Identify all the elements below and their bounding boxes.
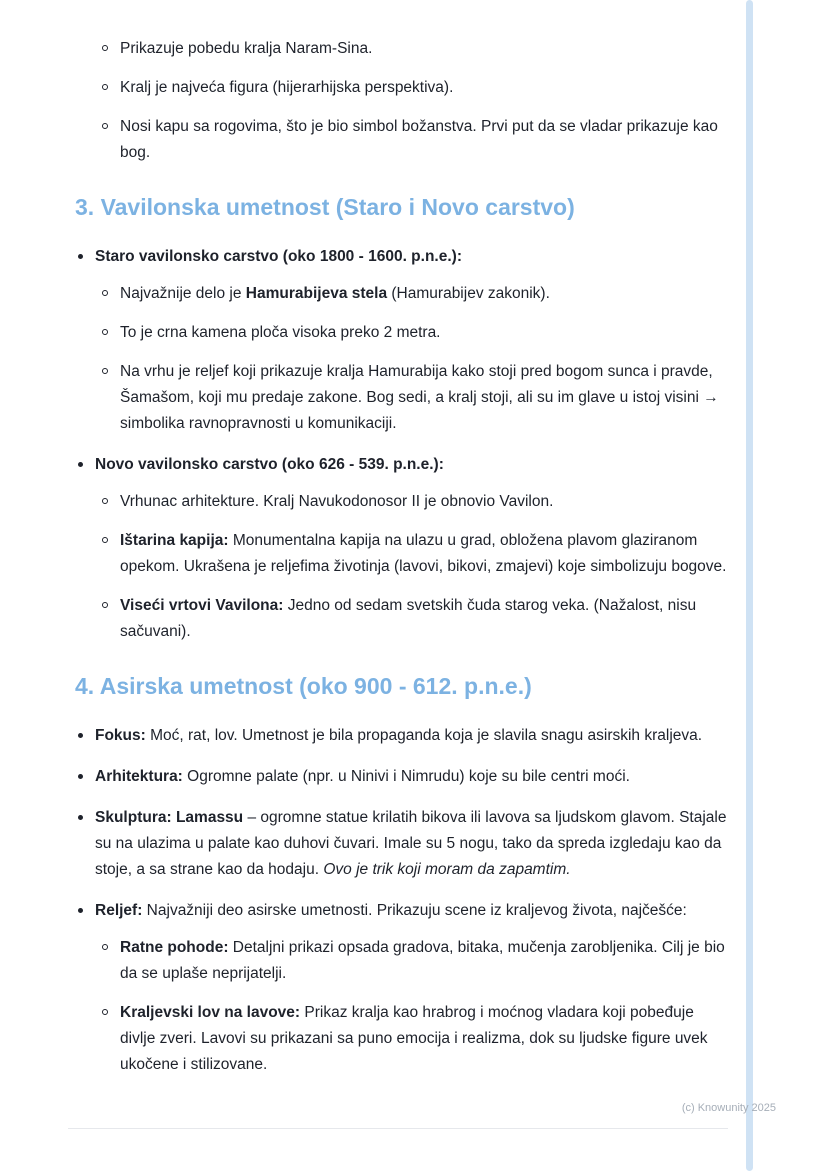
list-item [100, 114, 732, 166]
list-item [75, 764, 732, 790]
bold-text: Arhitektura: [95, 768, 183, 785]
list-item [100, 359, 732, 437]
bold-text: Viseći vrtovi Vavilona: [120, 597, 284, 614]
list-item [100, 593, 732, 645]
text: Kralj je najveća figura (hijerarhijska perspektiva). [120, 79, 454, 96]
list-item [75, 805, 732, 883]
text: Prikazuje pobedu kralja Naram-Sina. [120, 40, 373, 57]
text: To je crna kamena ploča visoka preko 2 metra. [120, 324, 441, 341]
bullet-label: Staro vavilonsko carstvo (oko 1800 - 1600. p.n.e.): [95, 248, 462, 265]
bold-text: Hamurabijeva stela [245, 285, 388, 302]
list-item [75, 898, 732, 1078]
list-item [100, 281, 732, 307]
page-divider [68, 1128, 728, 1129]
list-item [100, 1000, 732, 1078]
text: – ogromne statue krilatih bikova ili lavova sa ljudskom glavom. Stajale su na ulazima u palate kao duhovi čuvari. Imale su 5 nogu, tako da spreda izgledaju kao da stoje, a sa strane kao da hodaju. [95, 809, 727, 878]
sublist [100, 935, 732, 1078]
text: Jedno od sedam svetskih čuda starog veka. (Nažalost, nisu sačuvani). [120, 597, 697, 640]
list-item [100, 935, 732, 987]
section-3-list [75, 244, 732, 645]
sublist [100, 281, 732, 437]
sublist [100, 489, 732, 645]
text: Monumentalna kapija na ulazu u grad, obložena plavom glaziranom opekom. Ukrašena je reljefima životinja (lavovi, bikovi, zmajevi) koje simbolizuju bogove. [120, 532, 727, 575]
italic-text: Ovo je trik koji moram da zapamtim. [323, 861, 571, 878]
document-content [75, 36, 732, 1093]
list-item [100, 75, 732, 101]
list-item [100, 489, 732, 515]
text: Vrhunac arhitekture. Kralj Navukodonosor II je obnovio Vavilon. [120, 493, 554, 510]
scrollbar[interactable] [746, 0, 753, 1171]
section-heading-3: 3. Vavilonska umetnost (Staro i Novo carstvo) [75, 194, 575, 220]
list-item [75, 244, 732, 437]
text: Na vrhu je reljef koji prikazuje kralja Hamurabija kako stoji pred bogom sunca i pravde, Šamašom, koji mu predaje zakone. Bog sedi, a kralj stoji, ali su im glave u istoj visini → simbolika ravnopravnosti u komunikaciji. [120, 363, 719, 432]
bullet-label: Novo vavilonsko carstvo (oko 626 - 539. p.n.e.): [95, 456, 444, 473]
copyright-label: (c) Knowunity 2025 [681, 1102, 776, 1114]
carryover-sublist [100, 36, 732, 166]
list-item [100, 528, 732, 580]
bold-text: Fokus: [95, 727, 146, 744]
list-item [100, 36, 732, 62]
bold-text: Reljef: [95, 902, 143, 919]
section-4-list [75, 723, 732, 1078]
text: Detaljni prikazi opsada gradova, bitaka, mučenja zarobljenika. Cilj je bio da se uplaše neprijatelji. [120, 939, 725, 982]
list-item [75, 452, 732, 645]
text: Prikaz kralja kao hrabrog i moćnog vladara koji pobeđuje divlje zveri. Lavovi su prikazani sa puno emocija i realizma, dok su ljudske figure uvek ukočene i stilizovane. [120, 1004, 708, 1073]
list-item [75, 723, 732, 749]
text: (Hamurabijev zakonik). [387, 285, 550, 302]
text: Najvažnije delo je [120, 285, 246, 302]
text: Nosi kapu sa rogovima, što je bio simbol božanstva. Prvi put da se vladar prikazuje kao bog. [120, 118, 718, 161]
text: Ogromne palate (npr. u Ninivi i Nimrudu) koje su bile centri moći. [182, 768, 630, 785]
bold-text: Ratne pohode: [120, 939, 229, 956]
text: Moć, rat, lov. Umetnost je bila propaganda koja je slavila snagu asirskih kraljeva. [145, 727, 703, 744]
bold-text: Kraljevski lov na lavove: [120, 1004, 301, 1021]
list-item [100, 320, 732, 346]
bold-text: Ištarina kapija: [120, 532, 229, 549]
bold-text: Skulptura: Lamassu [95, 809, 244, 826]
section-heading-4: 4. Asirska umetnost (oko 900 - 612. p.n.e.) [75, 673, 532, 699]
text: Najvažniji deo asirske umetnosti. Prikazuju scene iz kraljevog života, najčešće: [142, 902, 687, 919]
